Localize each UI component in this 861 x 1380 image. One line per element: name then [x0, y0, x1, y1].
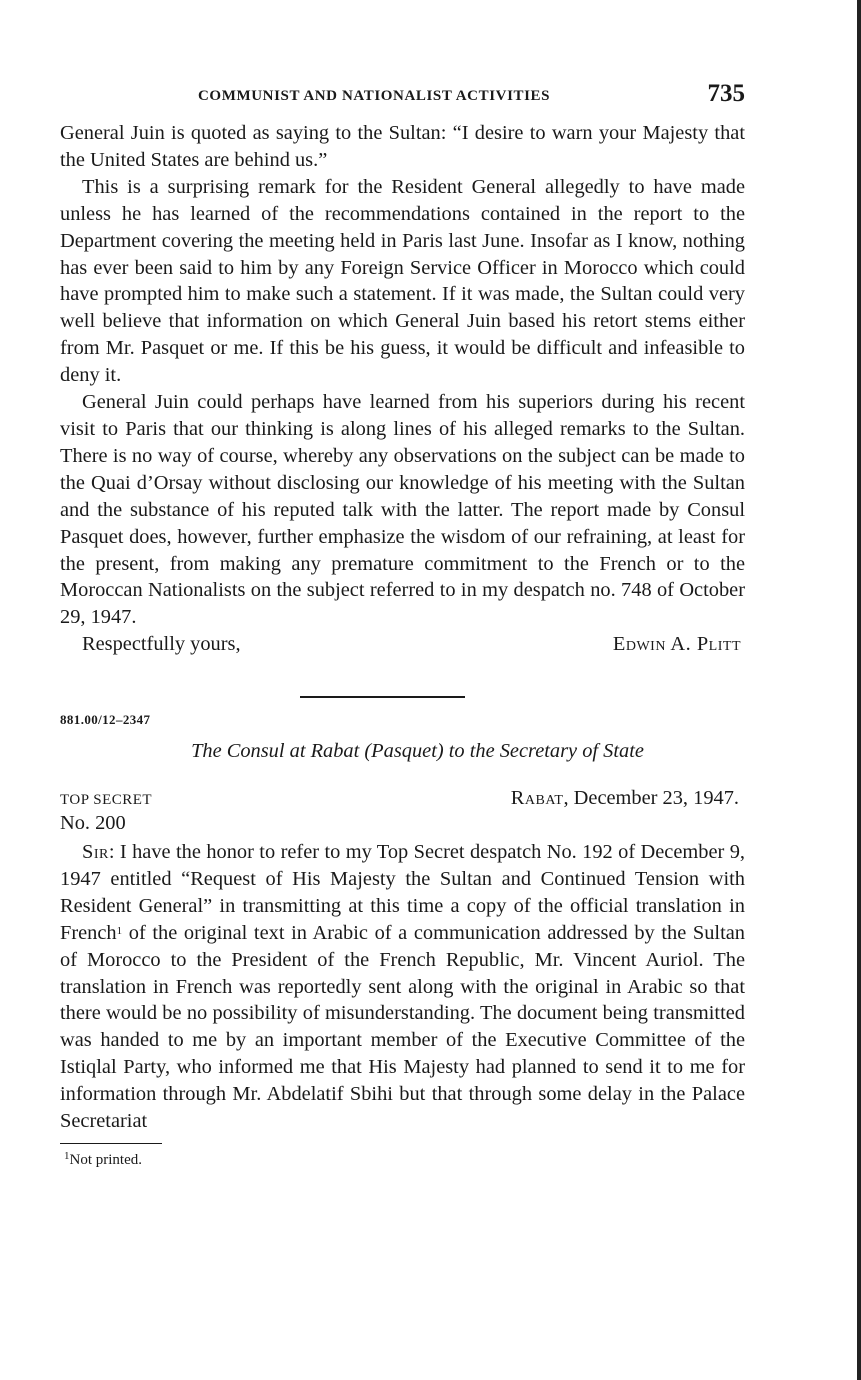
place-date — [511, 787, 745, 810]
letter1-paragraph-2: This is a surprising remark for the Resident General allegedly to have made unless he has learned of the recommendations contained in the report to the Department covering the meeting held in Paris last June. Insofar as I know, nothing has ever been said to him by any Foreign Service Officer in Morocco which could have prompted him to make such a statement. If it was made, the Sultan could very well believe that information on which General Juin based his retort stems either from Mr. Pasquet or me. If this be his guess, it would be difficult and infeasible to deny it. — [60, 175, 745, 387]
footnote-reference: 1 — [116, 924, 123, 937]
letter1-closing — [60, 631, 745, 658]
running-head — [60, 80, 745, 120]
document-number: No. 200 — [60, 812, 126, 835]
document-page — [60, 80, 745, 1169]
document-header-row — [60, 787, 745, 810]
document-date: , December 23, 1947. — [563, 787, 739, 810]
footnote-rule — [60, 1143, 162, 1144]
section-divider — [300, 696, 465, 698]
classification-label: TOP SECRET — [60, 792, 153, 809]
letter2-body — [60, 839, 745, 1135]
letter2-body-part1: : I have the honor to refer to my Top Secret despatch No. 192 of December 9, 1947 entitled “Request of His Majesty the Sultan and Continued Tension with Resident General” in transmitting at this time a copy of the official translation in French — [60, 841, 745, 944]
page-binding-edge — [857, 0, 861, 1380]
document-title: The Consul at Rabat (Pasquet) to the Secretary of State — [191, 740, 644, 763]
complimentary-close: Respectfully yours, — [82, 633, 241, 656]
page-number: 735 — [707, 80, 745, 107]
letter2-body-part2: of the original text in Arabic of a communication addressed by the Sultan of Morocco to the President of the French Republic, Mr. Vincent Auriol. The translation in French was reportedly sent along with the original in Arabic so that there would be no possibility of misunderstanding. The document being transmitted was handed to me by an important member of the Executive Committee of the Istiqlal Party, who informed me that His Majesty had planned to send it to me for information through Mr. Abdelatif Sbihi but that through some delay in the Palace Secretariat — [60, 921, 745, 1133]
letter1-paragraph-3: General Juin could perhaps have learned from his superiors during his recent visit to Paris that our thinking is along lines of his alleged remarks to the Sultan. There is no way of course, whereby any observations on the subject can be made to the Quai d’Orsay without disclosing our knowledge of his meeting with the Sultan and the substance of his reputed talk with the latter. The report made by Consul Pasquet does, however, further emphasize the wisdom of our refraining, at least for the present, from making any premature commitment to the French or to the Moroccan Nationalists on the subject referred to in my despatch no. 748 of October 29, 1947. — [60, 391, 745, 629]
footnote-marker: 1 — [64, 1150, 70, 1162]
footnote-text: Not printed. — [69, 1152, 142, 1168]
footnote — [60, 1152, 745, 1169]
file-number: 881.00/12–2347 — [60, 712, 151, 728]
place-name: Rabat — [510, 787, 564, 810]
letter1-paragraph-1: General Juin is quoted as saying to the Sultan: “I desire to warn your Majesty that the United States are behind us.” — [60, 122, 745, 171]
salutation: Sir — [82, 841, 109, 864]
signature: Edwin A. Plitt — [612, 633, 741, 656]
running-head-title: COMMUNIST AND NATIONALIST ACTIVITIES — [198, 88, 551, 104]
